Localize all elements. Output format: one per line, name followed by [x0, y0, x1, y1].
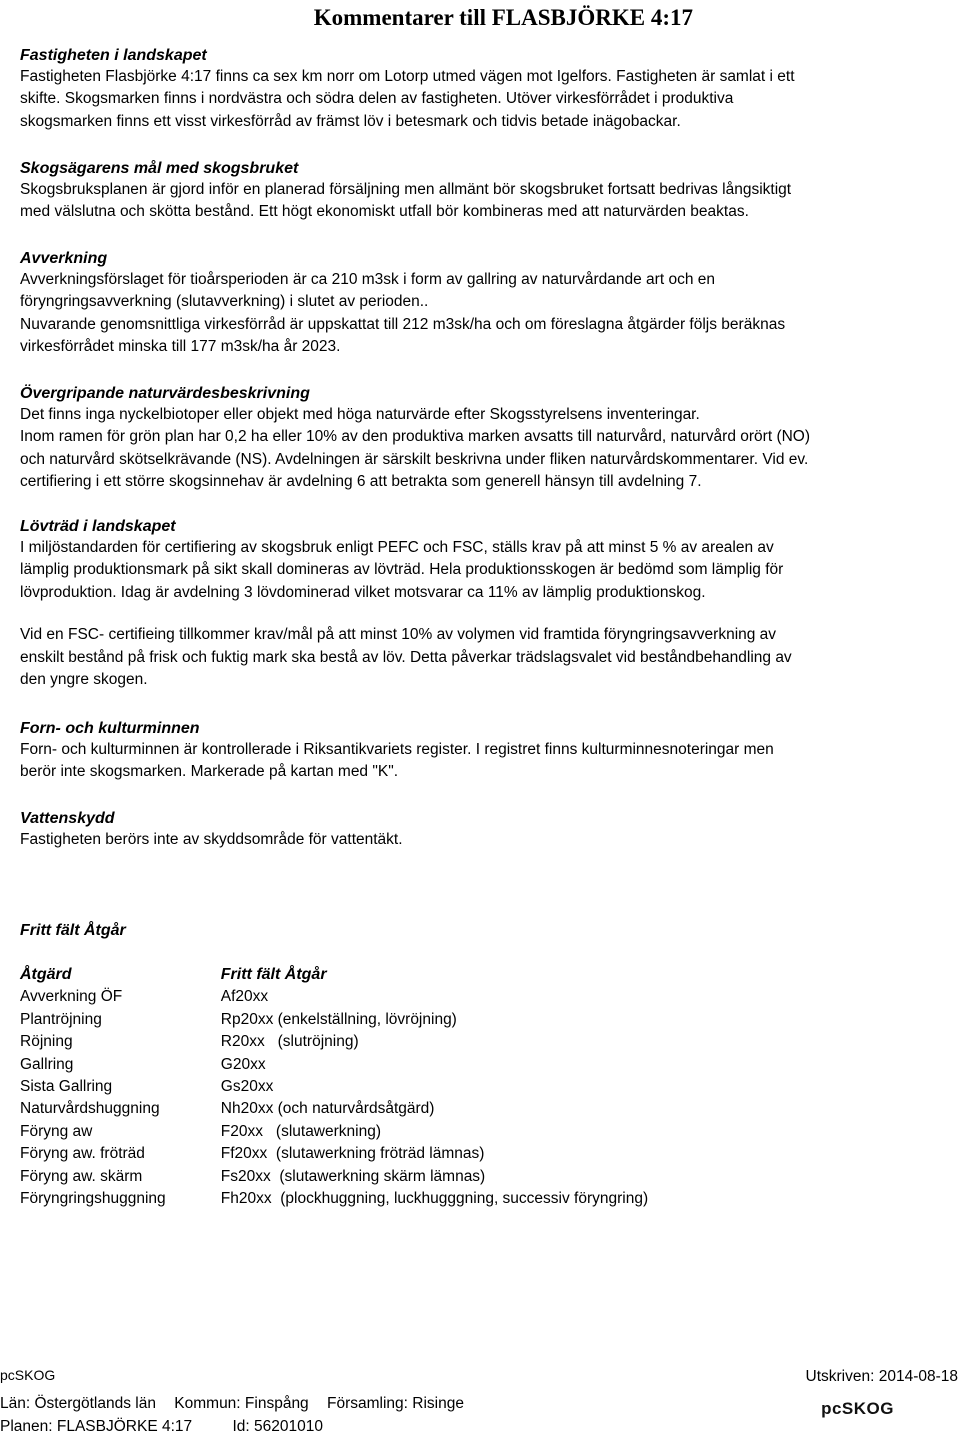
section-paragraph: [20, 537, 945, 604]
table-cell: Nh20xx (och naturvårdsåtgärd): [220, 1100, 435, 1118]
table-cell: Avverkning ÖF: [20, 988, 123, 1006]
page-title: Kommentarer till FLASBJÖRKE 4:17: [313, 5, 693, 30]
table-row: [20, 1098, 920, 1120]
table-row: [20, 1054, 920, 1076]
footer-forsamling: Församling: Risinge: [327, 1395, 464, 1412]
paragraph-line: föryngringsavverkning (slutavverkning) i slutet av perioden..: [20, 293, 429, 311]
paragraph-line: certifiering i ett större skogsinnehav är avdelning 6 att betrakta som generell hänsyn till avdelning 7.: [20, 473, 702, 491]
paragraph-line: den yngre skogen.: [20, 671, 148, 689]
pcskog-logo: pcSKOG: [821, 1399, 894, 1418]
table-row: [20, 1009, 920, 1031]
paragraph-line: skogsmarken finns ett visst virkesförråd av främst löv i betesmark och tidvis betade inägobackar.: [20, 112, 681, 130]
paragraph-line: och naturvård skötselkrävande (NS). Avdelningen är särskilt beskrivna under fliken naturvårdskommentarer. Vid ev.: [20, 450, 809, 468]
section-heading: Övergripande naturvärdesbeskrivning: [20, 385, 310, 402]
paragraph-line: skifte. Skogsmarken finns i nordvästra och södra delen av fastigheten. Utöver virkesförrådet i produktiva: [20, 90, 734, 108]
table-title: Fritt fält Åtgår: [20, 922, 126, 939]
table-row: [20, 1166, 920, 1188]
table-cell: Fs20xx (slutawerkning skärm lämnas): [220, 1167, 486, 1185]
table-cell: Sista Gallring: [20, 1077, 113, 1095]
footer-id: Id: 56201010: [232, 1418, 323, 1435]
section-paragraph: [20, 624, 945, 691]
table-cell: Föryng aw. skärm: [20, 1167, 143, 1185]
table-cell: Plantröjning: [20, 1010, 102, 1028]
table-row: [20, 986, 920, 1008]
table-cell: Röjning: [20, 1033, 73, 1051]
paragraph-line: Inom ramen för grön plan har 0,2 ha eller 10% av den produktiva marken avsatts till naturvård, naturvård orört (NO): [20, 428, 811, 446]
section-heading: Lövträd i landskapet: [20, 518, 176, 535]
section-paragraph: [20, 66, 945, 133]
table-cell: Föryngringshuggning: [20, 1189, 166, 1207]
paragraph-line: med välslutna och skötta bestånd. Ett högt ekonomiskt utfall bör kombineras med att naturvärden beaktas.: [20, 203, 749, 221]
table-cell: Ff20xx (slutawerkning fröträd lämnas): [220, 1145, 485, 1163]
paragraph-line: Fastigheten Flasbjörke 4:17 finns ca sex km norr om Lotorp utmed vägen mot Igelfors. Fastigheten är samlat i ett: [20, 68, 795, 85]
footer-brand-text: pcSKOG: [0, 1367, 56, 1383]
section-paragraph: [20, 179, 945, 224]
table-cell: Föryng aw: [20, 1122, 93, 1140]
paragraph-line: Det finns inga nyckelbiotoper eller objekt med höga naturvärde efter Skogsstyrelsens inventeringar.: [20, 406, 700, 423]
table-header-cell: Åtgärd: [20, 966, 72, 983]
footer-plan-line: [0, 1416, 337, 1438]
paragraph-line: Skogsbruksplanen är gjord inför en planerad försäljning men allmänt bör skogsbruket fortsatt bedrivas långsiktigt: [20, 181, 792, 198]
paragraph-line: virkesförrådet minska till 177 m3sk/ha år 2023.: [20, 338, 341, 356]
table-cell: Rp20xx (enkelställning, lövröjning): [220, 1010, 457, 1028]
table-row: [20, 1188, 920, 1210]
table-cell: Af20xx: [220, 988, 269, 1006]
section-forn-och-kulturminnen: [20, 718, 945, 784]
paragraph-line: enskilt bestånd på frisk och fuktig mark ska bestå av löv. Detta påverkar trädslagsvalet vid beståndbehandling av: [20, 648, 792, 666]
table-row: [20, 1143, 920, 1165]
table-cell: Gallring: [20, 1055, 74, 1073]
section-paragraph: [20, 404, 945, 494]
section-fastigheten-i-landskapet: [20, 45, 945, 133]
table-cell: Fh20xx (plockhuggning, luckhugggning, successiv föryngring): [220, 1189, 649, 1207]
footer-location-line: [0, 1393, 478, 1415]
section-paragraph: [20, 739, 945, 784]
paragraph-line: I miljöstandarden för certifiering av skogsbruk enligt PEFC och FSC, ställs krav på att minst 5 % av arealen av: [20, 539, 774, 556]
section-paragraph: [20, 829, 945, 851]
table-header-cell: Fritt fält Åtgår: [220, 966, 327, 983]
table-cell: F20xx (slutawerkning): [220, 1122, 382, 1140]
section-heading: Avverkning: [20, 250, 108, 267]
table-cell: Gs20xx: [220, 1077, 274, 1095]
table-cell: G20xx: [220, 1055, 266, 1073]
paragraph-line: lämplig produktionsmark på sikt skall domineras av lövträd. Hela produktionsskogen är bedömd som lämplig för: [20, 561, 784, 579]
section-skogsagarens-mal: [20, 158, 945, 224]
table-row: [20, 1031, 920, 1053]
table-header-row: [20, 964, 920, 986]
paragraph-line: Avverkningsförslaget för tioårsperioden är ca 210 m3sk i form av gallring av naturvårdande art och en: [20, 271, 715, 288]
paragraph-line: Forn- och kulturminnen är kontrollerade i Riksantikvariets register. I registret finns kulturminnesnoteringar men: [20, 741, 774, 758]
footer-planen: Planen: FLASBJÖRKE 4:17: [0, 1418, 193, 1435]
paragraph-line: berör inte skogsmarken. Markerade på kartan med "K".: [20, 763, 399, 781]
table-cell: Föryng aw. fröträd: [20, 1145, 145, 1163]
section-heading: Vattenskydd: [20, 810, 115, 827]
section-heading: Fastigheten i landskapet: [20, 47, 207, 64]
table-row: [20, 1121, 920, 1143]
section-avverkning: [20, 248, 945, 359]
atgard-table: [20, 964, 920, 1210]
section-vattenskydd: [20, 808, 945, 851]
table-cell: Naturvårdshuggning: [20, 1100, 160, 1118]
footer-printed-date: Utskriven: 2014-08-18: [805, 1368, 958, 1385]
section-lovtrad-i-landskapet: [20, 516, 945, 691]
section-heading: Skogsägarens mål med skogsbruket: [20, 160, 299, 177]
footer-lan: Län: Östergötlands län: [0, 1395, 156, 1412]
paragraph-line: Fastigheten berörs inte av skyddsområde för vattentäkt.: [20, 831, 403, 848]
paragraph-line: Vid en FSC- certifieing tillkommer krav/mål på att minst 10% av volymen vid framtida föryngringsavverkning av: [20, 626, 777, 644]
footer-kommun: Kommun: Finspång: [174, 1395, 309, 1412]
table-row: [20, 1076, 920, 1098]
table-cell: R20xx (slutröjning): [220, 1033, 359, 1051]
paragraph-line: Nuvarande genomsnittliga virkesförråd är uppskattat till 212 m3sk/ha och om föreslagna åtgärder följs beräknas: [20, 315, 786, 333]
section-naturvardesbeskrivning: [20, 383, 945, 494]
section-heading: Forn- och kulturminnen: [20, 720, 200, 737]
section-paragraph: [20, 269, 945, 359]
paragraph-line: lövproduktion. Idag är avdelning 3 lövdominerad vilket motsvarar ca 11% av lämplig produktionskog.: [20, 583, 706, 601]
